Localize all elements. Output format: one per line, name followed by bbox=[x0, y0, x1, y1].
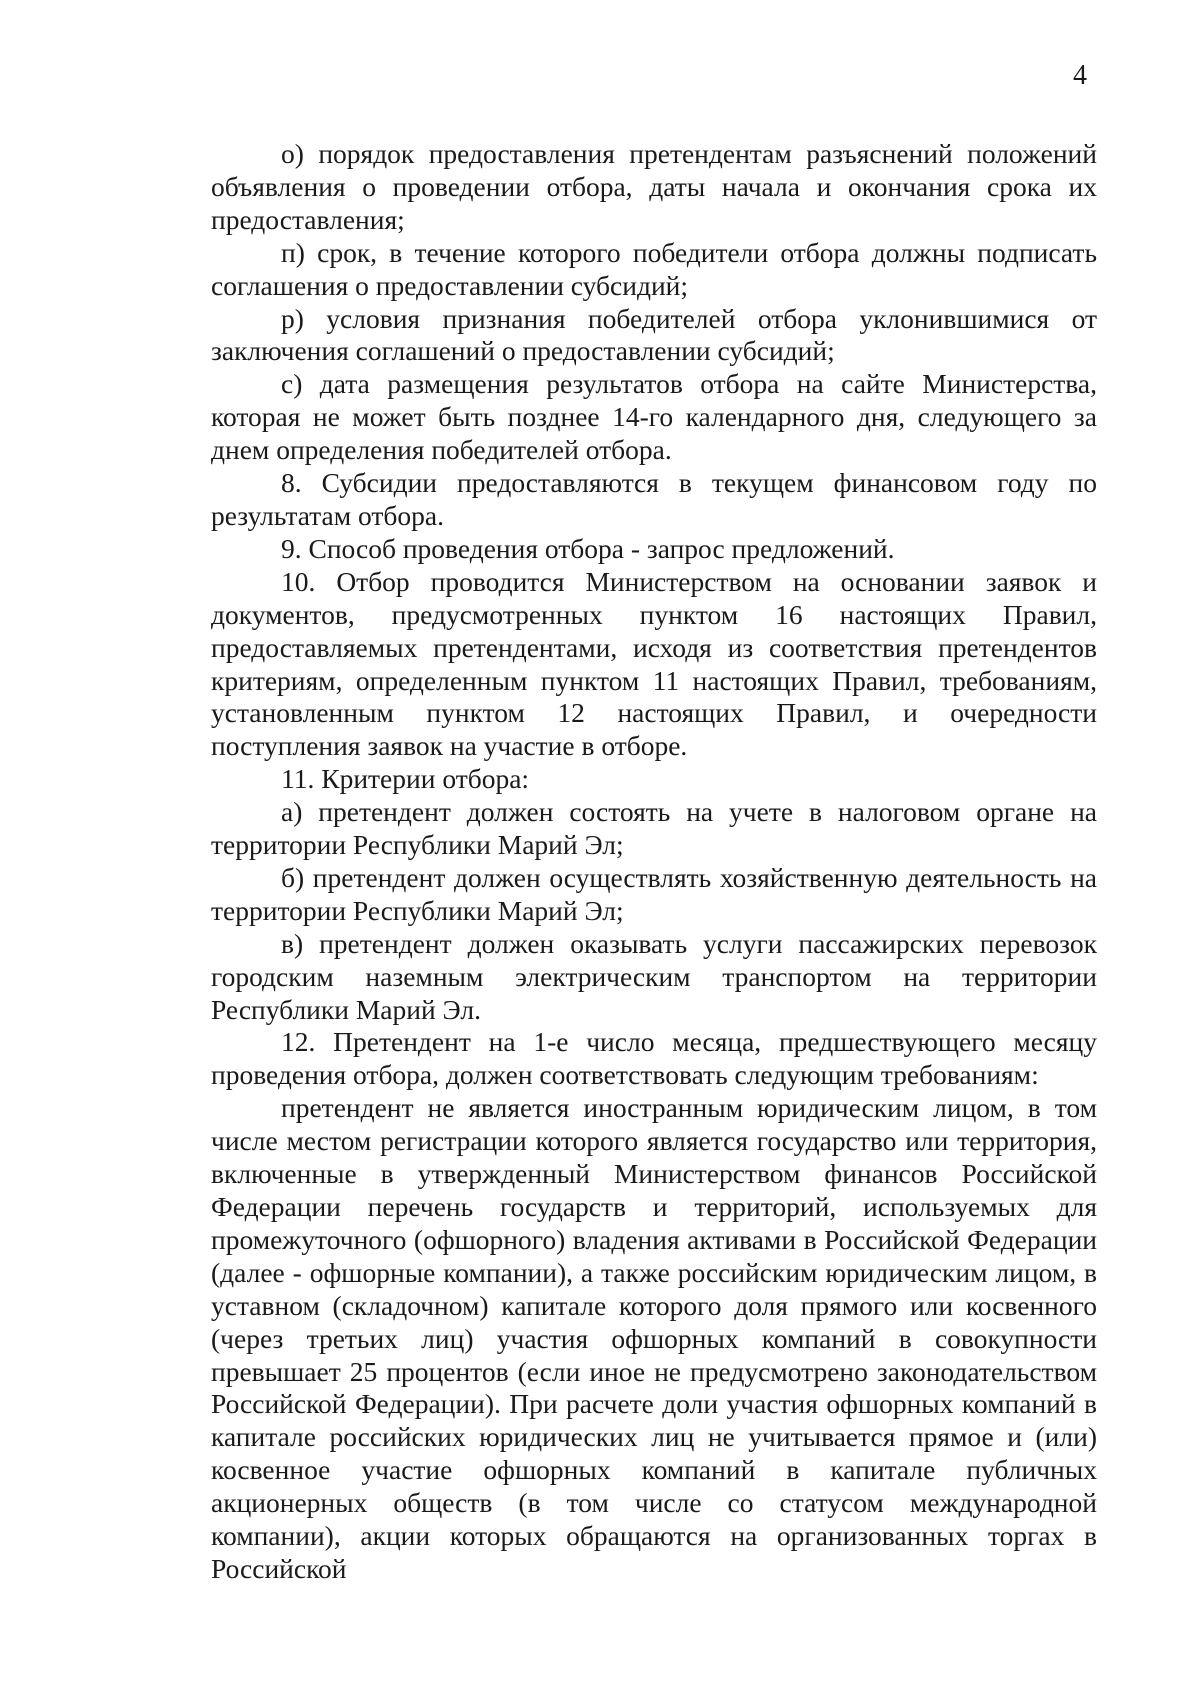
paragraph-8: 8. Субсидии предоставляются в текущем финансовом году по результатам отбора. bbox=[211, 467, 1097, 531]
paragraph-11v: в) претендент должен оказывать услуги пассажирских перевозок городским наземным электрическим транспортом на территории Республики Марий Эл. bbox=[211, 927, 1097, 1025]
paragraph-11a: а) претендент должен состоять на учете в налоговом органе на территории Республики Марий Эл; bbox=[211, 796, 1097, 861]
paragraph-s: с) дата размещения результатов отбора на сайте Министерства, которая не может быть позднее 14-го календарного дня, следующего за днем определения победителей отбора. bbox=[211, 368, 1097, 466]
paragraph-11b: б) претендент должен осуществлять хозяйственную деятельность на территории Республики Марий Эл; bbox=[211, 861, 1097, 926]
paragraph-10: 10. Отбор проводится Министерством на основании заявок и документов, предусмотренных пунктом 16 настоящих Правил, предоставляемых претендентами, исходя из соответствия претендентов критериям, определенным пунктом 11 настоящих Правил, требованиям, установленным пунктом 12 настоящих Правил, и очередности поступления заявок на участие в отборе. bbox=[211, 565, 1097, 762]
paragraph-12-requirement: претендент не является иностранным юридическим лицом, в том числе местом регистрации которого является государство или территория, включенные в утвержденный Министерством финансов Российской Федерации перечень государств и территорий, используемых для промежуточного (офшорного) владения активами в Российской Федерации (далее - офшорные компании), а также российским юридическим лицом, в уставном (складочном) капитале которого доля прямого или косвенного (через третьих лиц) участия офшорных компаний в совокупности превышает 25 процентов (если иное не предусмотрено законодательством Российской Федерации). При расчете доли участия офшорных компаний в капитале российских юридических лиц не учитывается прямое и (или) косвенное участие офшорных компаний в капитале публичных акционерных обществ (в том числе со статусом международной компании), акции которых обращаются на организованных торгах в Российской bbox=[211, 1092, 1097, 1584]
paragraph-9: 9. Способ проведения отбора - запрос предложений. bbox=[281, 532, 895, 564]
page-number: 4 bbox=[1073, 60, 1087, 91]
paragraph-r: р) условия признания победителей отбора уклонившимися от заключения соглашений о предоставлении субсидий; bbox=[211, 302, 1097, 367]
document-body bbox=[211, 138, 1097, 1586]
paragraph-o: о) порядок предоставления претендентам разъяснений положений объявления о проведении отбора, даты начала и окончания срока их предоставления; bbox=[211, 138, 1097, 235]
paragraph-12: 12. Претендент на 1-е число месяца, предшествующего месяцу проведения отбора, должен соответствовать следующим требованиям: bbox=[211, 1026, 1097, 1091]
paragraph-11: 11. Критерии отбора: bbox=[281, 763, 530, 795]
paragraph-p: п) срок, в течение которого победители отбора должны подписать соглашения о предоставлении субсидий; bbox=[211, 236, 1097, 301]
